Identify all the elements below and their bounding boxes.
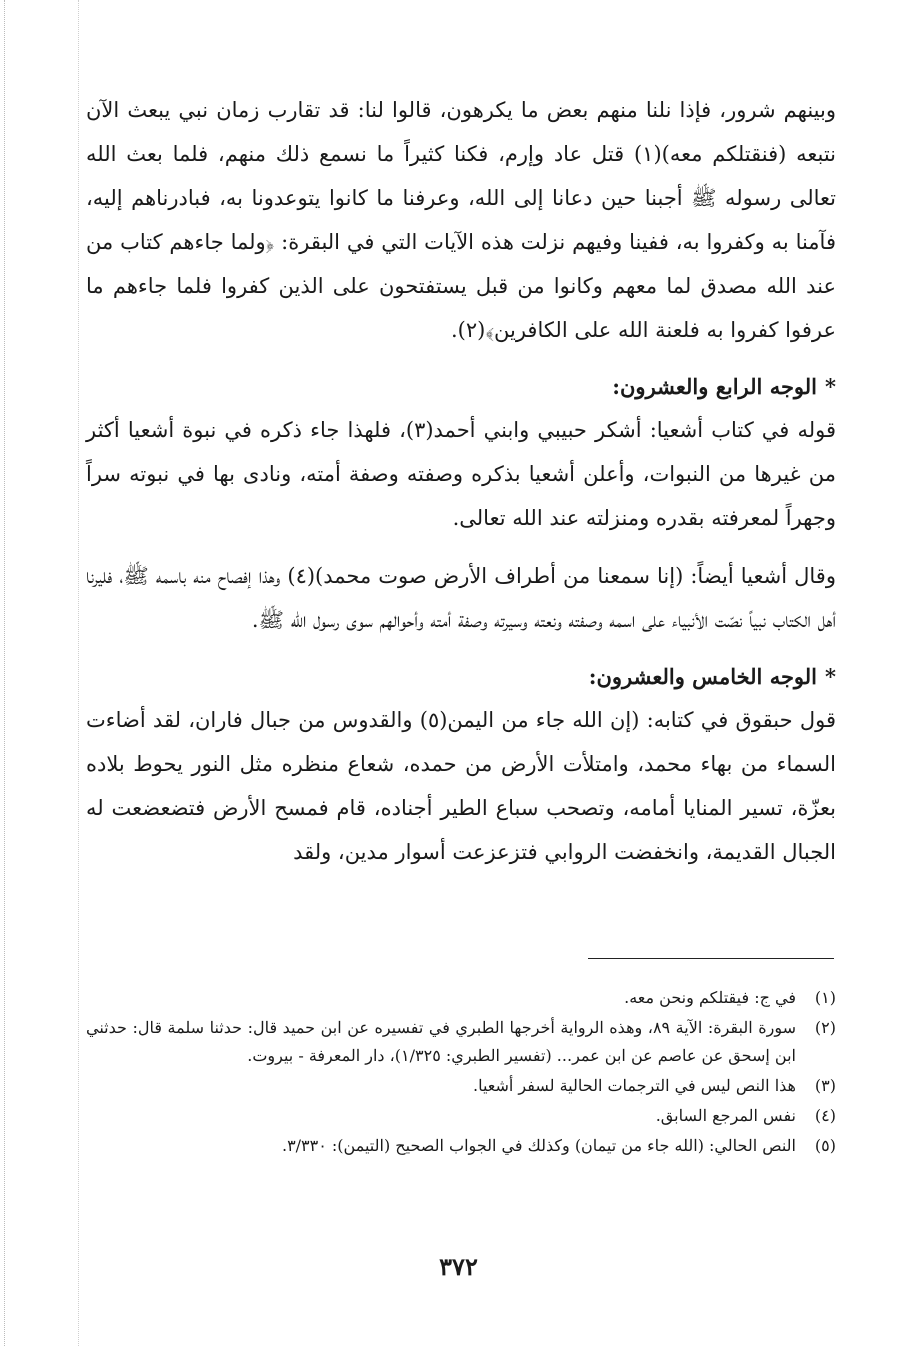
page-number: ٣٧٢	[439, 1252, 478, 1281]
heading-star: *	[825, 664, 836, 689]
footnote	[86, 1014, 836, 1070]
footnote-number: (٢)	[814, 1018, 836, 1037]
footnote-text: النص الحالي: (الله جاء من تيمان) وكذلك في الجواب الصحيح (التيمن): ٣/٣٣٠.	[281, 1136, 796, 1155]
footnotes	[86, 984, 836, 1162]
heading-25th-aspect	[86, 656, 836, 698]
footnote-number: (٤)	[814, 1106, 836, 1125]
footnote-text: سورة البقرة: الآية ٨٩، وهذه الرواية أخرجها الطبري في تفسيره عن ابن حميد قال: حدثنا سلمة قال: حدثني ابن إسحق عن عاصم عن ابن عمر... (تفسير الطبري: ١/٣٢٥)، دار المعرفة - بيروت.	[86, 1018, 796, 1065]
footnote	[86, 1132, 836, 1160]
footnote-number: (١)	[814, 988, 836, 1007]
scan-margin-line	[78, 0, 79, 1346]
paragraph-3: وقال أشعيا أيضاً: (إنا سمعنا من أطراف الأرض صوت محمد)(٤) وهذا إفصاح منه باسمه ﷺ، فليرنا أهل الكتاب نبياً نصّت الأنبياء على اسمه وصفته ونعته وسيرته وصفة أمته وأحوالهم سوى رسول الله ﷺ.	[86, 564, 836, 632]
paragraph-2: قوله في كتاب أشعيا: أشكر حبيبي وابني أحمد(٣)، فلهذا جاء ذكره في نبوة أشعيا أكثر من غيرها من النبوات، وأعلن أشعيا بذكره وصفته وصفة أمته، ونادى بها في نبوته سراً وجهراً لمعرفته بقدره ومنزلته عند الله تعالى.	[86, 418, 836, 530]
footnote-text: نفس المرجع السابق.	[655, 1106, 796, 1125]
main-text	[86, 88, 836, 874]
footnote-number: (٥)	[814, 1136, 836, 1155]
footnote-separator	[588, 958, 834, 959]
footnote	[86, 984, 836, 1012]
footnote-text: في ج: فيقتلكم ونحن معه.	[624, 988, 796, 1007]
heading-25th-text: الوجه الخامس والعشرون:	[588, 664, 818, 689]
scan-edge-line	[4, 0, 5, 1346]
heading-star: *	[825, 374, 836, 399]
heading-24th-text: الوجه الرابع والعشرون:	[612, 374, 818, 399]
heading-24th-aspect	[86, 366, 836, 408]
footnote-text: هذا النص ليس في الترجمات الحالية لسفر أشعيا.	[472, 1076, 796, 1095]
footnote-number: (٣)	[814, 1076, 836, 1095]
paragraph-4: قول حبقوق في كتابه: (إن الله جاء من اليمن(٥) والقدوس من جبال فاران، لقد أضاءت السماء من بهاء محمد، وامتلأت الأرض من حمده، شعاع منظره مثل النور يحوط بلاده بعزّة، تسير المنايا أمامه، وتصحب سباع الطير أجناده، قام فمسح الأرض فتضعضعت له الجبال القديمة، وانخفضت الروابي فتزعزعت أسوار مدين، ولقد	[86, 708, 836, 864]
footnote	[86, 1102, 836, 1130]
paragraph-1: وبينهم شرور، فإذا نلنا منهم بعض ما يكرهون، قالوا لنا: قد تقارب زمان نبي يبعث الآن نتبعه (فنقتلكم معه)(١) قتل عاد وإرم، فكنا كثيراً ما نسمع ذلك منهم، فلما بعث الله تعالى رسوله ﷺ أجبنا حين دعانا إلى الله، وعرفنا ما كانوا يتوعدونا به، فبادرناهم إليه، فآمنا به وكفروا به، ففينا وفيهم نزلت هذه الآيات التي في البقرة: ﴿ولما جاءهم كتاب من عند الله مصدق لما معهم وكانوا من قبل يستفتحون على الذين كفروا فلما جاءهم ما عرفوا كفروا به فلعنة الله على الكافرين﴾(٢).	[86, 98, 836, 342]
footnote	[86, 1072, 836, 1100]
